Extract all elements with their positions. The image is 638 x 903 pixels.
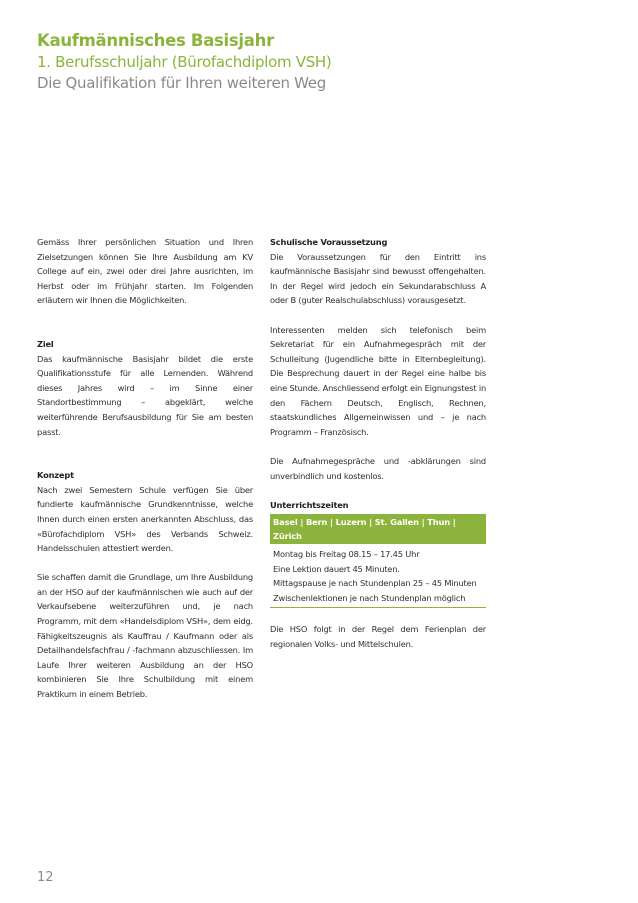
ziel-paragraph: Das kaufmännische Basisjahr bildet die erste Qualifikationsstufe für alle Lernenden. Während dieses Jahres wird – im Sinne einer Standortbestimmung – abgeklärt, welche weiterführende Berufsausbildung für Sie am besten passt. xyxy=(37,353,253,437)
page-number: 12 xyxy=(37,870,54,885)
page-title: Kaufmännisches Basisjahr xyxy=(37,31,274,50)
page-subtitle: 1. Berufsschuljahr (Bürofachdiplom VSH) xyxy=(37,53,332,71)
ziel-heading: Ziel xyxy=(37,338,54,349)
page-tagline: Die Qualifikation für Ihren weiteren Weg xyxy=(37,74,326,92)
page-header xyxy=(37,31,597,93)
aufnahme-paragraph: Die Aufnahmegespräche und -abklärungen sind unverbindlich und kostenlos. xyxy=(270,455,486,481)
schedule-line: Zwischenlektionen je nach Stundenplan möglich xyxy=(273,593,466,604)
schedule-line: Mittagspause je nach Stundenplan 25 – 45 Minuten xyxy=(273,578,477,589)
konzept-heading: Konzept xyxy=(37,470,74,481)
left-column xyxy=(37,235,253,702)
schedule-line: Eine Lektion dauert 45 Minuten. xyxy=(273,563,400,574)
schedule-table xyxy=(270,514,486,607)
cities-bar: Basel | Bern | Luzern | St. Gallen | Thun | Zürich xyxy=(270,514,486,544)
ferien-paragraph: Die HSO folgt in der Regel dem Ferienplan der regionalen Volks- und Mittelschulen. xyxy=(270,624,486,649)
interessenten-paragraph: Interessenten melden sich telefonisch beim Sekretariat für ein Aufnahmegespräch mit der Schulleitung (Jugendliche bitte in Elternbegleitung). Die Besprechung dauert in der Regel eine halbe bis eine Stunde. Anschliessend erfolgt ein Eignungstest in den Fächern Deutsch, Englisch, Rechnen, staatskundliches Allgemeinwissen und – je nach Programm – Französisch. xyxy=(270,324,486,437)
intro-paragraph: Gemäss Ihrer persönlichen Situation und Ihren Zielsetzungen können Sie Ihre Ausbildung am KV College auf ein, zwei oder drei Jahre ausrichten, im Herbst oder im Frühjahr starten. Im Folgenden erläutern wir Ihnen die Möglichkeiten. xyxy=(37,237,253,306)
unterricht-heading: Unterrichtszeiten xyxy=(270,499,349,510)
konzept-paragraph-1: Nach zwei Semestern Schule verfügen Sie über fundierte kaufmännische Grundkenntnisse, welche Ihnen durch einen ersten anerkannten Abschluss, das «Bürofachdiplom VSH» des Verbands Schweiz. Handelsschulen attestiert werden. xyxy=(37,484,253,554)
voraussetzung-heading: Schulische Voraussetzung xyxy=(270,237,388,247)
voraussetzung-paragraph: Die Voraussetzungen für den Eintritt ins kaufmännische Basisjahr sind bewusst offengehalten. In der Regel wird jedoch ein Sekundarabschluss A oder B (guter Realschulabschluss) vorausgesetzt. xyxy=(270,251,486,306)
right-column xyxy=(270,235,486,651)
konzept-paragraph-2: Sie schaffen damit die Grundlage, um Ihre Ausbildung an der HSO auf der kaufmännischen wie auch auf der Verkaufsebene weiterzuführen und, je nach Programm, mit dem «Handelsdiplom VSH», dem eidg. Fähigkeitszeugnis als Kauffrau / Kaufmann oder als Detailhandelsfachfrau / -fachmann abzuschliessen. Im Laufe Ihrer weiteren Ausbildung an der HSO kombinieren Sie Ihre Schulbildung mit einem Praktikum in einem Betrieb. xyxy=(37,572,253,700)
schedule-box xyxy=(270,544,486,607)
schedule-line: Montag bis Freitag 08.15 – 17.45 Uhr xyxy=(273,549,420,560)
